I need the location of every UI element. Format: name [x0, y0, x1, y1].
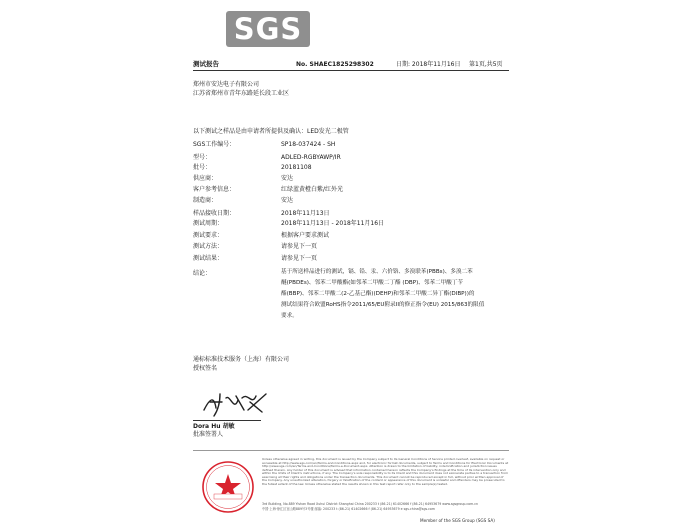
field-label: 测试方法：	[193, 243, 224, 250]
field-value: 请参见下一页	[281, 255, 318, 262]
field-label: 批号：	[193, 164, 212, 171]
conclusion-label: 结论：	[193, 270, 212, 277]
conclusion-line: 酯(BBP)、邻苯二甲酸二(2-乙基己酯)(DEHP)和邻苯二甲酸二异丁酯(DIBP))的	[281, 291, 475, 297]
conclusion-line: 基于所送样品进行的测试，镉、铅、汞、六价铬、多溴联苯(PBBs)、多溴二苯	[281, 269, 473, 275]
signer-name: Dora Hu 胡敏	[193, 423, 235, 430]
sgs-member-note: Member of the SGS Group (SGS SA)	[420, 518, 495, 523]
field-label: 测试结果：	[193, 255, 224, 262]
field-value: 安达	[281, 175, 294, 182]
field-label: 供应商：	[193, 175, 218, 182]
field-value: 根据客户要求测试	[281, 232, 330, 239]
report-title: 测试报告	[193, 60, 219, 68]
sample-intro: 以下测试之样品是由申请者所提供及确认：LED发光二极管	[193, 128, 349, 135]
field-value: 2018年11月13日 - 2018年11月16日	[281, 220, 385, 227]
page-number: 第1页,共5页	[469, 61, 503, 68]
signature-line	[193, 420, 261, 421]
field-label: 样品接收日期：	[193, 210, 236, 217]
client-name: 郑州市安达电子有限公司	[193, 81, 260, 88]
sgs-logo: SGS	[226, 11, 310, 47]
field-value: 2018年11月13日	[281, 210, 330, 217]
field-label: 测试周期：	[193, 220, 224, 227]
field-value: 安达	[281, 197, 294, 204]
issuing-company: 通标标准技术服务（上海）有限公司	[193, 356, 290, 363]
footer-address-cn: 中国·上海·徐汇区宜山路889号3号楼 邮编: 200233 t (86-21) 61402666 f (86-21) 64953679 e sgs.china@sgs.com	[262, 507, 435, 511]
header-divider	[193, 70, 509, 71]
footer-address-en: 3rd Building, No.889 Yishan Road Xuhui District Shanghai China 200233 t (86-21) 61402666 f (86-21) 64953679 www.sgsgroup.com.cn	[262, 502, 479, 506]
signer-title: 批准签署人	[193, 431, 224, 438]
field-value: ADLED-RGBYAWP/IR	[281, 154, 341, 161]
field-label: 型号：	[193, 154, 212, 161]
field-value: 20181108	[281, 164, 312, 171]
field-label: 测试要求：	[193, 232, 224, 239]
footer-divider	[193, 450, 509, 451]
conclusion-line: 醚(PBDEs)、邻苯二甲酸酯(如邻苯二甲酸二丁酯 (DBP)、邻苯二甲酸丁苄	[281, 280, 464, 286]
field-label: 制造商：	[193, 197, 218, 204]
authorized-signature-label: 授权签名	[193, 365, 218, 372]
report-number: No. SHAEC1825298302	[296, 61, 374, 68]
company-seal-stamp	[201, 460, 255, 514]
conclusion-text	[281, 267, 507, 322]
report-date: 日期: 2018年11月16日	[396, 61, 461, 68]
field-value: 请参见下一页	[281, 243, 318, 250]
conclusion-line: 要求。	[281, 313, 298, 319]
handwritten-signature	[200, 388, 270, 418]
conclusion-line: 测试结果符合欧盟RoHS指令2011/65/EU附录II的修正指令(EU) 2015/863的限值	[281, 302, 485, 308]
field-value: 红绿蓝黄橙白紫/红外光	[281, 186, 344, 193]
field-value: SP18-037424 - SH	[281, 141, 336, 148]
legal-disclaimer: Unless otherwise agreed in writing, this document is issued by the Company subject to its General Conditions of Service printed overleaf, available on request or accessible at http://www.sgs.com/en/Terms-and-Conditions.aspx and, for electronic format documents, subject to Terms and Conditions for Electronic Documents at http://www.sgs.com/en/Terms-and-Conditions/Terms-e-Document.aspx. Attention is drawn to the limitation of liability, indemnification and jurisdiction issues defined therein. Any holder of this document is advised that information contained hereon reflects the Company's findings at the time of its intervention only and within the limits of Client's instructions, if any. The Company's sole responsibility is to its Client and this document does not exonerate parties to a transaction from exercising all their rights and obligations under the transaction documents. This document cannot be reproduced except in full, without prior written approval of the Company. Any unauthorized alteration, forgery or falsification of the content or appearance of this document is unlawful and offenders may be prosecuted to the fullest extent of the law. Unless otherwise stated the results shown in this test report refer only to the sample(s) tested.	[262, 457, 509, 486]
field-label: 客户参考信息：	[193, 186, 236, 193]
client-address: 江苏省郑州市青年东路延长段工业区	[193, 90, 290, 97]
field-label: SGS工作编号：	[193, 141, 236, 148]
